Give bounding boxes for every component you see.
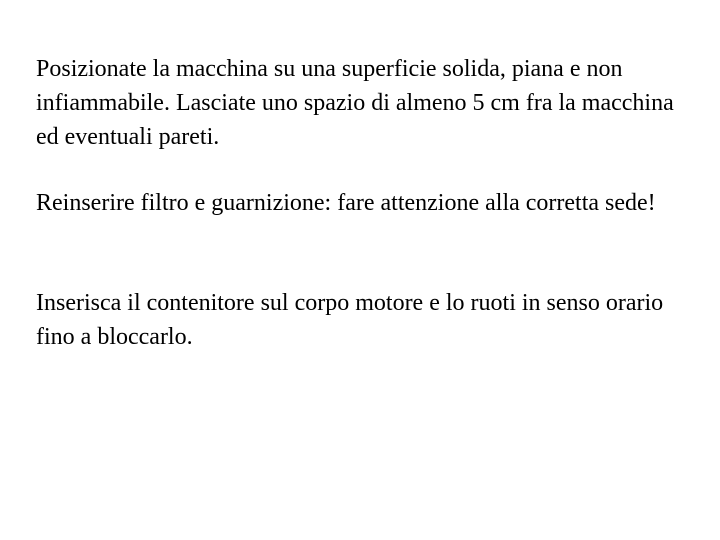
instruction-paragraph-placement: Posizionate la macchina su una superficie solida, piana e non infiammabile. Lasciate uno spazio di almeno 5 cm fra la macchina ed eventuali pareti. xyxy=(36,56,674,150)
instruction-paragraph-container: Inserisca il contenitore sul corpo motore e lo ruoti in senso orario fino a bloccarlo. xyxy=(36,290,664,350)
instruction-paragraph-filter: Reinserire filtro e guarnizione: fare attenzione alla corretta sede! xyxy=(36,190,656,216)
